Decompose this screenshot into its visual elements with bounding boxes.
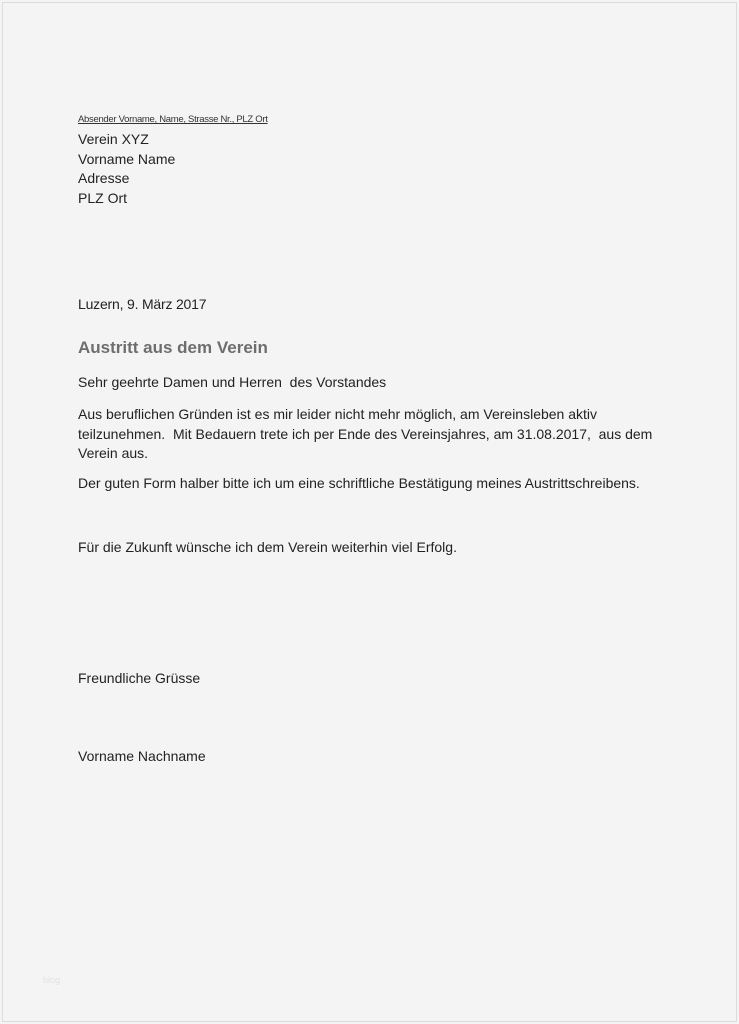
body-paragraph-2: Der guten Form halber bitte ich um eine schriftliche Bestätigung meines Austrittschreibens. xyxy=(78,475,640,491)
watermark: blog xyxy=(43,975,61,985)
document-page xyxy=(2,2,737,1022)
salutation: Sehr geehrte Damen und Herren des Vorstandes xyxy=(78,374,387,390)
closing: Freundliche Grüsse xyxy=(78,670,201,686)
recipient-line-3: Adresse xyxy=(78,170,130,186)
body-paragraph-1: Aus beruflichen Gründen ist es mir leider nicht mehr möglich, am Vereinsleben aktiv teilzunehmen. Mit Bedauern trete ich per Ende des Vereinsjahres, am 31.08.2017, aus dem Verein aus. xyxy=(78,406,657,461)
recipient-address xyxy=(78,130,175,208)
signature: Vorname Nachname xyxy=(78,748,206,764)
letter-date: Luzern, 9. März 2017 xyxy=(78,296,207,312)
recipient-line-4: PLZ Ort xyxy=(78,189,128,206)
recipient-line-1: Verein XYZ xyxy=(78,131,149,147)
recipient-line-2: Vorname Name xyxy=(78,150,176,167)
letter-subject: Austritt aus dem Verein xyxy=(78,338,268,357)
body-paragraph-3: Für die Zukunft wünsche ich dem Verein weiterhin viel Erfolg. xyxy=(78,539,457,555)
sender-line: Absender Vorname, Name, Strasse Nr., PLZ Ort xyxy=(78,114,268,125)
